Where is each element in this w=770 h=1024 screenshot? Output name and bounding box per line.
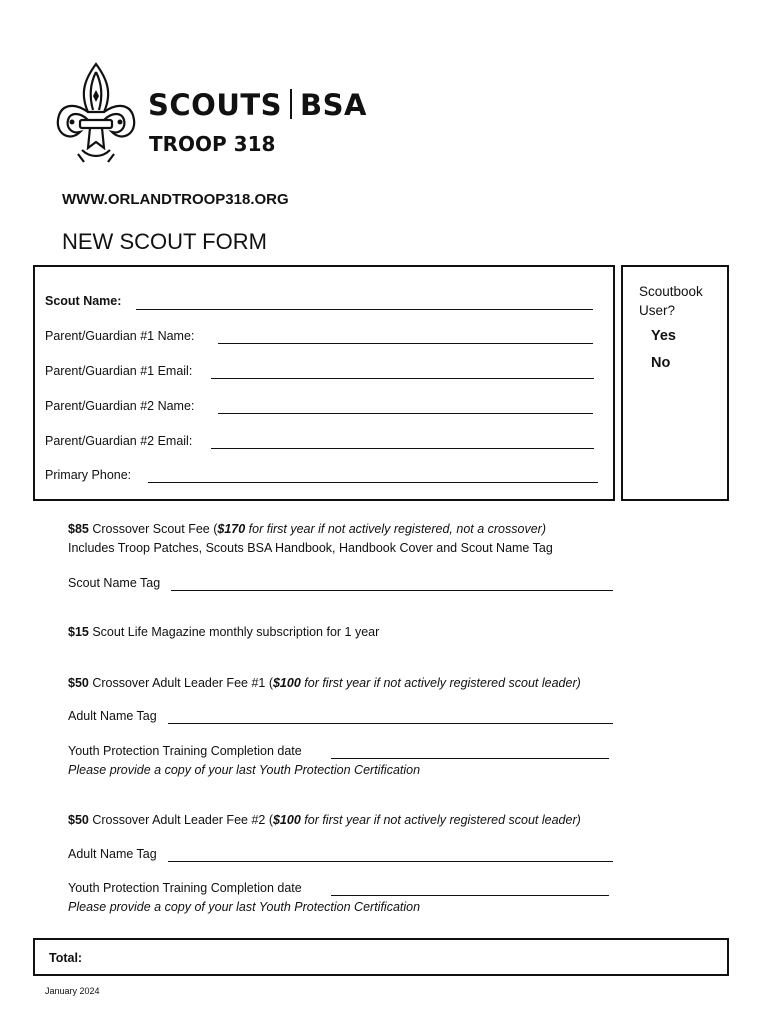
parent2-name-field[interactable] xyxy=(218,413,593,414)
magazine-fee-line: $15 Scout Life Magazine monthly subscription for 1 year xyxy=(68,625,380,639)
adult2-name-tag-field[interactable] xyxy=(168,861,613,862)
adult1-name-tag-label: Adult Name Tag xyxy=(68,709,157,723)
adult1-ypt-label: Youth Protection Training Completion date xyxy=(68,744,302,758)
brand-name: SCOUTS BSA xyxy=(148,88,367,122)
scoutbook-yes-option[interactable]: Yes xyxy=(651,328,676,344)
adult1-ypt-note: Please provide a copy of your last Youth Protection Certification xyxy=(68,763,421,777)
scout-name-field[interactable] xyxy=(136,309,593,310)
scout-name-tag-field[interactable] xyxy=(171,590,613,591)
adult1-name-tag-field[interactable] xyxy=(168,723,613,724)
fleur-de-lis-logo xyxy=(54,62,138,166)
parent2-email-field[interactable] xyxy=(211,448,594,449)
adult2-ypt-note: Please provide a copy of your last Youth Protection Certification xyxy=(68,900,421,914)
scout-name-tag-label: Scout Name Tag xyxy=(68,576,161,590)
parent1-email-label: Parent/Guardian #1 Email: xyxy=(45,364,193,378)
scout-fee-includes: Includes Troop Patches, Scouts BSA Handbook, Handbook Cover and Scout Name Tag xyxy=(68,541,553,555)
scoutbook-no-option[interactable]: No xyxy=(651,355,671,371)
primary-phone-field[interactable] xyxy=(148,482,598,483)
adult1-fee-line: $50 Crossover Adult Leader Fee #1 ($100 for first year if not actively registered scout leader) xyxy=(68,676,581,690)
parent2-email-label: Parent/Guardian #2 Email: xyxy=(45,434,193,448)
adult2-name-tag-label: Adult Name Tag xyxy=(68,847,157,861)
parent2-name-label: Parent/Guardian #2 Name: xyxy=(45,399,195,413)
troop-name: TROOP 318 xyxy=(149,132,276,156)
parent1-email-field[interactable] xyxy=(211,378,594,379)
total-label: Total: xyxy=(49,951,83,965)
adult2-ypt-date-field[interactable] xyxy=(331,895,609,896)
parent1-name-field[interactable] xyxy=(218,343,593,344)
parent1-name-label: Parent/Guardian #1 Name: xyxy=(45,329,195,343)
adult2-fee-line: $50 Crossover Adult Leader Fee #2 ($100 for first year if not actively registered scout leader) xyxy=(68,813,581,827)
adult2-ypt-label: Youth Protection Training Completion date xyxy=(68,881,302,895)
form-title: NEW SCOUT FORM xyxy=(62,229,267,254)
primary-phone-label: Primary Phone: xyxy=(45,468,132,482)
scout-name-label: Scout Name: xyxy=(45,294,122,308)
scout-fee-line: $85 Crossover Scout Fee ($170 for first year if not actively registered, not a crossover) xyxy=(68,522,546,536)
scoutbook-question: Scoutbook User? xyxy=(639,284,703,318)
website-url: WWW.ORLANDTROOP318.ORG xyxy=(62,191,289,208)
adult1-ypt-date-field[interactable] xyxy=(331,758,609,759)
footer-date: January 2024 xyxy=(45,986,100,996)
total-box[interactable] xyxy=(33,938,729,976)
